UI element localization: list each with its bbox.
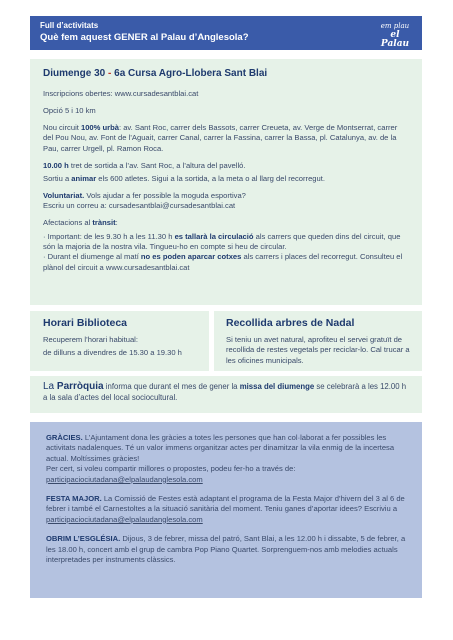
trees-text: Si teniu un avet natural, aprofiteu el servei gratuït de recollida de restes vegetals per reciclar-lo. Cal trucar a les oficines municipals. bbox=[226, 335, 410, 365]
header-subtitle: Full d’activitats bbox=[40, 21, 99, 30]
circuit-bold: 100% urbà bbox=[80, 122, 119, 132]
header-title: Què fem aquest GENER al Palau d’Anglesola? bbox=[40, 32, 249, 43]
parish-prefix: La bbox=[43, 381, 57, 392]
event-name: 6a Cursa Agro-Llobera Sant Blai bbox=[114, 68, 268, 79]
event-cheer bbox=[43, 174, 409, 184]
traffic-prefix: Afectacions al bbox=[43, 218, 93, 228]
library-title: Horari Biblioteca bbox=[43, 317, 128, 329]
thanks-line2: Per cert, si voleu compartir millores o propostes, podeu fer-ho a través de: bbox=[46, 464, 296, 474]
event-circuit bbox=[43, 123, 409, 154]
volunteer-text: Vols ajudar a fer possible la moguda esportiva? bbox=[84, 190, 246, 200]
event-day: Diumenge 30 bbox=[43, 68, 106, 79]
logo-line1: em plau bbox=[380, 22, 410, 30]
circuit-prefix: Nou circuit bbox=[43, 122, 81, 132]
parish-bold1: Parròquia bbox=[56, 381, 104, 392]
thanks-notice bbox=[46, 433, 409, 485]
library-line1: Recuperem l’horari habitual: bbox=[43, 335, 138, 344]
parish-panel bbox=[30, 376, 422, 413]
event-registration: Inscripcions obertes: www.cursadesantblai.cat bbox=[43, 89, 199, 98]
church-paragraph bbox=[46, 534, 409, 565]
logo-line2: el Palau bbox=[380, 30, 410, 49]
thanks-email-link[interactable]: participaciociutadana@elpalaudanglesola.com bbox=[46, 474, 203, 484]
traffic-suffix: : bbox=[115, 218, 118, 228]
library-panel bbox=[30, 311, 209, 371]
circuit-text: : av. Sant Roc, carrer dels Bassots, carrer Creueta, av. Verge de Montserrat, carrer del Pou Nou, av. Font de l’Aguait, carrer Canal, carrer la Fassina, carrer la Bassa, pl. Catalunya, av. de la Pau, carrer Urgell, pl. Ramon Roca. bbox=[43, 122, 398, 153]
cheer-prefix: Sortiu a bbox=[43, 173, 72, 183]
fest-bold: FESTA MAJOR. bbox=[46, 494, 102, 504]
parish-suffix: se celebrarà a les 12.00 h a la sala d’actes del local sociocultural. bbox=[43, 382, 407, 402]
event-volunteer-email: Escriu un correu a: cursadesantblai@cursadesantblai.cat bbox=[43, 201, 236, 211]
volunteer-bold: Voluntariat. bbox=[43, 190, 85, 200]
traffic-bold: trànsit bbox=[92, 218, 116, 228]
church-bold: OBRIM L’ESGLÉSIA. bbox=[46, 534, 121, 544]
event-volunteer bbox=[43, 191, 409, 201]
event-heading bbox=[43, 68, 409, 80]
trees-title: Recollida arbres de Nadal bbox=[226, 317, 355, 329]
thanks-bold: GRÀCIES. bbox=[46, 433, 83, 442]
event-options: Opció 5 i 10 km bbox=[43, 105, 96, 115]
event-heading-separator: - bbox=[108, 68, 112, 79]
christmas-tree-panel bbox=[214, 311, 422, 371]
cheer-bold: animar bbox=[71, 173, 97, 183]
event-traffic-heading bbox=[43, 218, 409, 228]
event-traffic-1 bbox=[43, 232, 409, 253]
event-start bbox=[43, 161, 409, 171]
traffic1-bold: es tallarà la circulació bbox=[174, 231, 254, 241]
church-text: Dijous, 3 de febrer, missa del patró, Sant Blai, a les 12.00 h i dissabte, 5 de febrer, a les 18.00 h, concert amb el grup de cambra Pop Piano Quartet. Sorprenguem-nos amb melodies actuals interpretades per instruments clàssics. bbox=[46, 534, 406, 565]
traffic2-text: als carrers i places del recorregut. Consulteu el plànol del circuit a www.cursadesantblai.cat bbox=[43, 252, 403, 272]
fest-paragraph bbox=[46, 494, 409, 525]
parish-text bbox=[43, 381, 409, 403]
event-traffic-2 bbox=[43, 252, 409, 273]
church-notice bbox=[46, 534, 409, 565]
traffic1-text: als carrers que queden dins del circuit, que són la majoria de la nostra vila. Tingueu-ho en compte si heu de circular. bbox=[43, 231, 401, 251]
race-event-panel bbox=[30, 59, 422, 305]
traffic1-prefix: · Important: de les 9.30 h a les 11.30 h bbox=[43, 231, 175, 241]
thanks-text: L’Ajuntament dona les gràcies a totes les persones que han col·laborat a fer possibles les activitats nadalenques. Té un valor immens organitzar actes per dinamitzar la vila enmig de la incertesa actual. Moltíssimes gràcies! bbox=[46, 433, 395, 463]
parish-bold2: missa del diumenge bbox=[239, 382, 315, 391]
festa-major-notice bbox=[46, 494, 409, 525]
start-time: 10.00 h bbox=[43, 160, 69, 170]
cheer-text: els 600 atletes. Sigui a la sortida, a la meta o al llarg del recorregut. bbox=[96, 173, 325, 183]
notices-panel bbox=[30, 422, 422, 598]
parish-middle: informa que durant el mes de gener la bbox=[103, 382, 240, 391]
municipal-logo bbox=[376, 22, 414, 49]
thanks-paragraph bbox=[46, 433, 409, 464]
traffic2-bold: no es poden aparcar cotxes bbox=[140, 252, 242, 262]
traffic2-prefix: · Durant el diumenge al matí bbox=[43, 252, 141, 262]
fest-text: La Comissió de Festes està adaptant el programa de la Festa Major d’hivern del 3 al 6 de febrer i també el Carnestoltes a la situació sanitària del moment. Teniu ganes d’aportar idees? Escriviu a bbox=[46, 494, 405, 514]
page-header bbox=[30, 16, 422, 50]
fest-email-link[interactable]: participaciociutadana@elpalaudanglesola.com bbox=[46, 514, 203, 524]
start-text: tret de sortida a l’av. Sant Roc, a l’altura del pavelló. bbox=[68, 160, 246, 170]
library-line2: de dilluns a divendres de 15.30 a 19.30 h bbox=[43, 348, 182, 358]
